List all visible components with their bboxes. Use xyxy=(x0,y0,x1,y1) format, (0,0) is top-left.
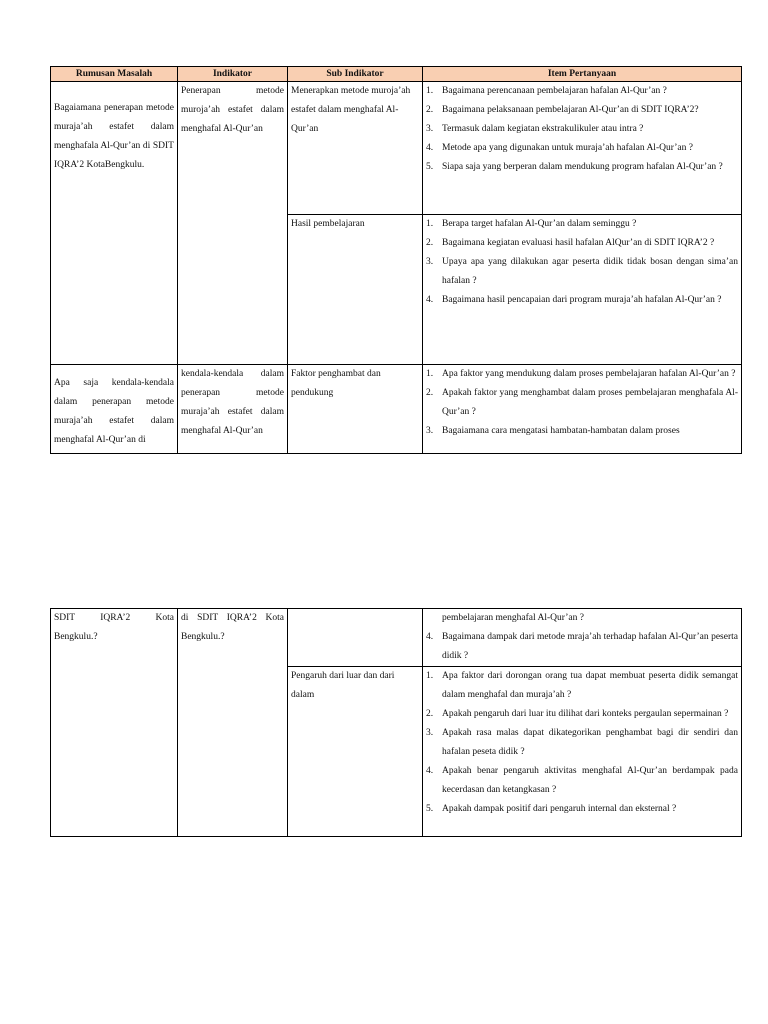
question-item xyxy=(426,800,738,819)
sub-indikator-cell: Hasil pembelajaran xyxy=(288,215,423,365)
question-item xyxy=(426,234,738,253)
question-number: 3. xyxy=(426,124,434,134)
header-sub-indikator: Sub Indikator xyxy=(288,67,423,82)
question-number: 1. xyxy=(426,86,434,96)
question-item xyxy=(426,291,738,310)
question-text: Apa faktor dari dorongan orang tua dapat membuat peserta didik semangat dalam menghafal dan muraja’ah ? xyxy=(442,671,738,700)
question-item xyxy=(426,120,738,139)
question-number: 2. xyxy=(426,709,434,719)
rumusan-masalah-text: Bagaiamana penerapan metode muraja’ah estafet dalam menghafala Al-Qur’an di SDIT IQRA’2 KotaBengkulu. xyxy=(54,103,174,170)
question-item xyxy=(426,705,738,724)
question-number: 2. xyxy=(426,105,434,115)
question-number: 4. xyxy=(426,632,434,642)
sub-indikator-cell: Faktor penghambat dan pendukung xyxy=(288,365,423,454)
question-item xyxy=(426,101,738,120)
question-number: 5. xyxy=(426,162,434,172)
question-text: Bagaimana hasil pencapaian dari program muraja’ah hafalan Al-Qur’an ? xyxy=(442,295,722,305)
item-pertanyaan-cell xyxy=(423,215,742,365)
question-number: 1. xyxy=(426,671,434,681)
header-rumusan-masalah: Rumusan Masalah xyxy=(51,67,178,82)
table-row xyxy=(51,82,742,215)
question-list xyxy=(426,667,738,819)
question-number: 4. xyxy=(426,295,434,305)
question-number: 5. xyxy=(426,804,434,814)
question-item xyxy=(426,667,738,705)
question-text: Apakah rasa malas dapat dikategorikan penghambat bagi dir sendiri dan hafalan peseta didik ? xyxy=(442,728,738,757)
question-number: 2. xyxy=(426,388,434,398)
question-number: 2. xyxy=(426,238,434,248)
question-number: 1. xyxy=(426,369,434,379)
sub-indikator-cell: Pengaruh dari luar dan dari dalam xyxy=(288,667,423,837)
sub-indikator-cell xyxy=(288,609,423,667)
question-text: Apakah pengaruh dari luar itu dilihat dari konteks pergaulan sepermainan ? xyxy=(442,709,729,719)
question-number: 1. xyxy=(426,219,434,229)
item-pertanyaan-cell xyxy=(423,82,742,215)
question-text: Apakah benar pengaruh aktivitas menghafal Al-Qur’an berdampak pada kecerdasan dan ketangkasan ? xyxy=(442,766,738,795)
question-number: 3. xyxy=(426,257,434,267)
question-text: Berapa target hafalan Al-Qur’an dalam seminggu ? xyxy=(442,219,637,229)
question-text: Bagaimana kegiatan evaluasi hasil hafalan AlQur’an di SDIT IQRA’2 ? xyxy=(442,238,715,248)
item-pertanyaan-cell xyxy=(423,365,742,454)
question-item xyxy=(426,628,738,666)
question-item xyxy=(426,724,738,762)
question-list xyxy=(426,215,738,310)
question-number: 4. xyxy=(426,766,434,776)
table-row xyxy=(51,365,742,454)
question-text: Metode apa yang digunakan untuk muraja’ah hafalan Al-Qur’an ? xyxy=(442,143,693,153)
question-text: Bagaimana pelaksanaan pembelajaran Al-Qur’an di SDIT IQRA’2? xyxy=(442,105,699,115)
rumusan-masalah-cell xyxy=(51,365,178,454)
indikator-cell: Penerapan metode muroja’ah estafet dalam menghafal Al-Qur’an xyxy=(178,82,288,365)
question-list xyxy=(426,628,738,666)
question-list xyxy=(426,365,738,441)
table-header-row xyxy=(51,67,742,82)
item-pertanyaan-cell xyxy=(423,609,742,667)
instrument-table-part-1 xyxy=(50,66,742,454)
question-item xyxy=(426,215,738,234)
question-number: 4. xyxy=(426,143,434,153)
question-item xyxy=(426,384,738,422)
rumusan-masalah-cell: SDIT IQRA’2 Kota Bengkulu.? xyxy=(51,609,178,837)
question-item xyxy=(426,365,738,384)
item-pertanyaan-cell xyxy=(423,667,742,837)
question-number: 3. xyxy=(426,426,434,436)
question-item xyxy=(426,139,738,158)
question-text: Apa faktor yang mendukung dalam proses pembelajaran hafalan Al-Qur’an ? xyxy=(442,369,736,379)
header-item-pertanyaan: Item Pertanyaan xyxy=(423,67,742,82)
question-text: Apakah faktor yang menghambat dalam proses pembelajaran menghafala Al-Qur’an ? xyxy=(442,388,738,417)
question-list xyxy=(426,82,738,177)
question-item xyxy=(426,422,738,441)
rumusan-masalah-cell xyxy=(51,82,178,365)
instrument-table-part-2 xyxy=(50,608,742,837)
indikator-cell: kendala-kendala dalam penerapan metode muraja’ah estafet dalam menghafal Al-Qur’an xyxy=(178,365,288,454)
sub-indikator-cell: Menerapkan metode muroja’ah estafet dalam menghafal Al-Qur’an xyxy=(288,82,423,215)
table-row xyxy=(51,609,742,667)
question-text: Siapa saja yang berperan dalam mendukung program hafalan Al-Qur’an ? xyxy=(442,162,723,172)
question-item xyxy=(426,762,738,800)
question-text: Upaya apa yang dilakukan agar peserta didik tidak bosan dengan sima’an hafalan ? xyxy=(442,257,738,286)
question-text: Termasuk dalam kegiatan ekstrakulikuler atau intra ? xyxy=(442,124,644,134)
question-text: Bagaimana perencanaan pembelajaran hafalan Al-Qur’an ? xyxy=(442,86,667,96)
rumusan-masalah-text: Apa saja kendala-kendala dalam penerapan metode muraja’ah estafet dalam menghafal Al-Qur’an di xyxy=(54,378,174,445)
question-item xyxy=(426,82,738,101)
question-text: Bagaimana dampak dari metode mraja’ah terhadap hafalan Al-Qur’an peserta didik ? xyxy=(442,632,738,661)
question-item xyxy=(426,158,738,177)
indikator-cell: di SDIT IQRA’2 Kota Bengkulu.? xyxy=(178,609,288,837)
question-item xyxy=(426,253,738,291)
question-text: Apakah dampak positif dari pengaruh internal dan eksternal ? xyxy=(442,804,677,814)
header-indikator: Indikator xyxy=(178,67,288,82)
question-text: Bagaiamana cara mengatasi hambatan-hambatan dalam proses xyxy=(442,426,680,436)
question-number: 3. xyxy=(426,728,434,738)
question-continuation: pembelajaran menghafal Al-Qur’an ? xyxy=(442,613,584,623)
